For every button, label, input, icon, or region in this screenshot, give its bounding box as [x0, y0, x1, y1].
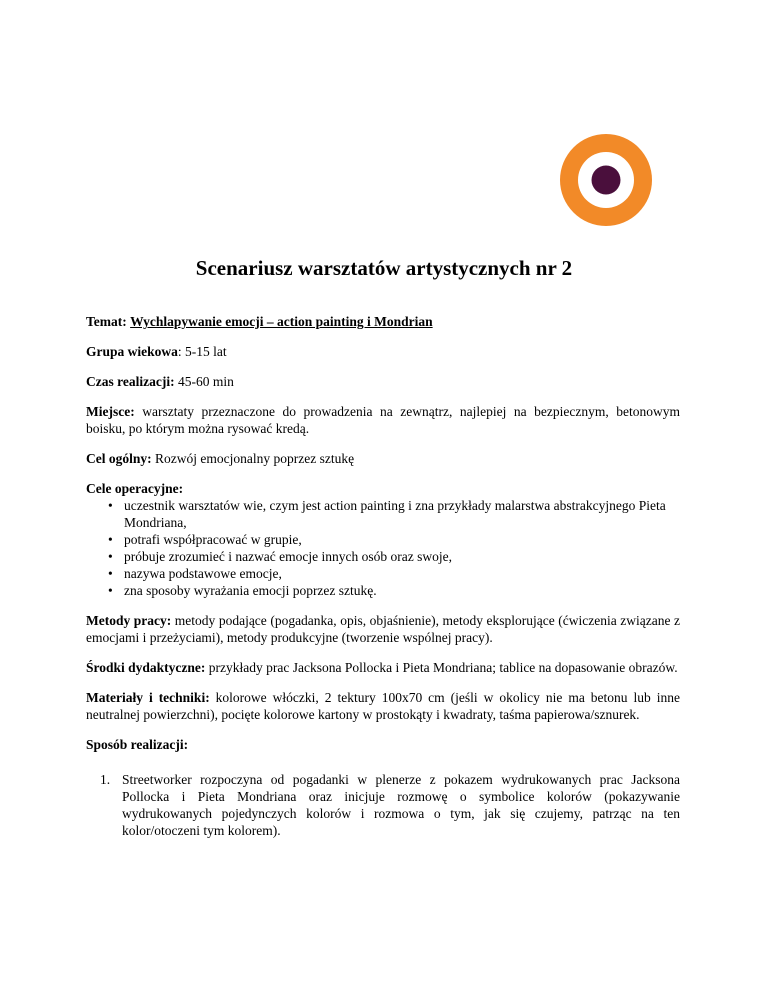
target-logo-icon	[556, 130, 656, 230]
realization-steps	[86, 771, 680, 839]
list-item: • zna sposoby wyrażania emocji poprzez sztukę.	[108, 583, 377, 598]
list-item: • uczestnik warsztatów wie, czym jest action painting i zna przykłady malarstwa abstrakcyjnego Pieta Mondriana,	[108, 498, 666, 530]
document-title: Scenariusz warsztatów artystycznych nr 2	[195, 256, 573, 280]
operational-goals-section	[86, 480, 680, 599]
duration-line	[86, 373, 680, 390]
methods-line	[86, 612, 680, 646]
realization-label: Sposób realizacji:	[86, 737, 189, 752]
operational-goals-label: Cele operacyjne:	[86, 481, 184, 496]
materials-label: Materiały i techniki:	[86, 690, 210, 705]
teaching-aids-line	[86, 659, 680, 676]
teaching-aids-label: Środki dydaktyczne:	[86, 660, 206, 675]
age-group-value: : 5-15 lat	[177, 344, 227, 359]
operational-goals-list	[86, 497, 680, 599]
materials-value: kolorowe włóczki, 2 tektury 100x70 cm (jeśli w okolicy nie ma betonu lub inne neutralnej powierzchni), pocięte kolorowe kartony w prostokąty i kwadraty, taśma papierowa/sznurek.	[86, 690, 680, 722]
general-goal-label: Cel ogólny:	[86, 451, 152, 466]
general-goal-value: Rozwój emocjonalny poprzez sztukę	[151, 451, 355, 466]
step-text: Streetworker rozpoczyna od pogadanki w plenerze z pokazem wydrukowanych prac Jacksona Pollocka i Pieta Mondriana oraz inicjuje rozmowę o symbolice kolorów (pokazywanie wydrukowanych pojedynczych kolorów i rozmowa o tym, jak się czujemy, patrząc na ten kolor/otoczeni tym kolorem).	[122, 772, 680, 838]
list-item: • potrafi współpracować w grupie,	[108, 532, 302, 547]
duration-value: 45-60 min	[174, 374, 234, 389]
general-goal-line	[86, 450, 680, 467]
bullet-icon: •	[108, 549, 113, 564]
methods-value: metody podające (pogadanka, opis, objaśnienie), metody eksplorujące (ćwiczenia związane z emocjami i przeżyciami), metody produkcyjne (tworzenie wspólnej pracy).	[86, 613, 680, 645]
list-item: • nazywa podstawowe emocje,	[108, 566, 282, 581]
bullet-icon: •	[108, 498, 113, 513]
topic-line	[86, 313, 680, 330]
document-body	[86, 313, 680, 839]
duration-label: Czas realizacji:	[86, 374, 175, 389]
topic-value: Wychlapywanie emocji – action painting i Mondrian	[130, 314, 433, 329]
materials-line	[86, 689, 680, 723]
list-item	[100, 771, 680, 839]
place-value: warsztaty przeznaczone do prowadzenia na zewnątrz, najlepiej na bezpiecznym, betonowym boisku, po którym można rysować kredą.	[86, 404, 680, 436]
realization-section	[86, 736, 680, 839]
age-group-label: Grupa wiekowa	[86, 344, 178, 359]
place-line	[86, 403, 680, 437]
list-item: • próbuje zrozumieć i nazwać emocje innych osób oraz swoje,	[108, 549, 452, 564]
place-label: Miejsce:	[86, 404, 135, 419]
bullet-icon: •	[108, 566, 113, 581]
bullet-icon: •	[108, 532, 113, 547]
bullet-icon: •	[108, 583, 113, 598]
teaching-aids-value: przykłady prac Jacksona Pollocka i Pieta Mondriana; tablice na dopasowanie obrazów.	[205, 660, 678, 675]
methods-label: Metody pracy:	[86, 613, 172, 628]
topic-label: Temat:	[86, 314, 127, 329]
step-number: 1.	[100, 772, 111, 787]
age-group-line	[86, 343, 680, 360]
